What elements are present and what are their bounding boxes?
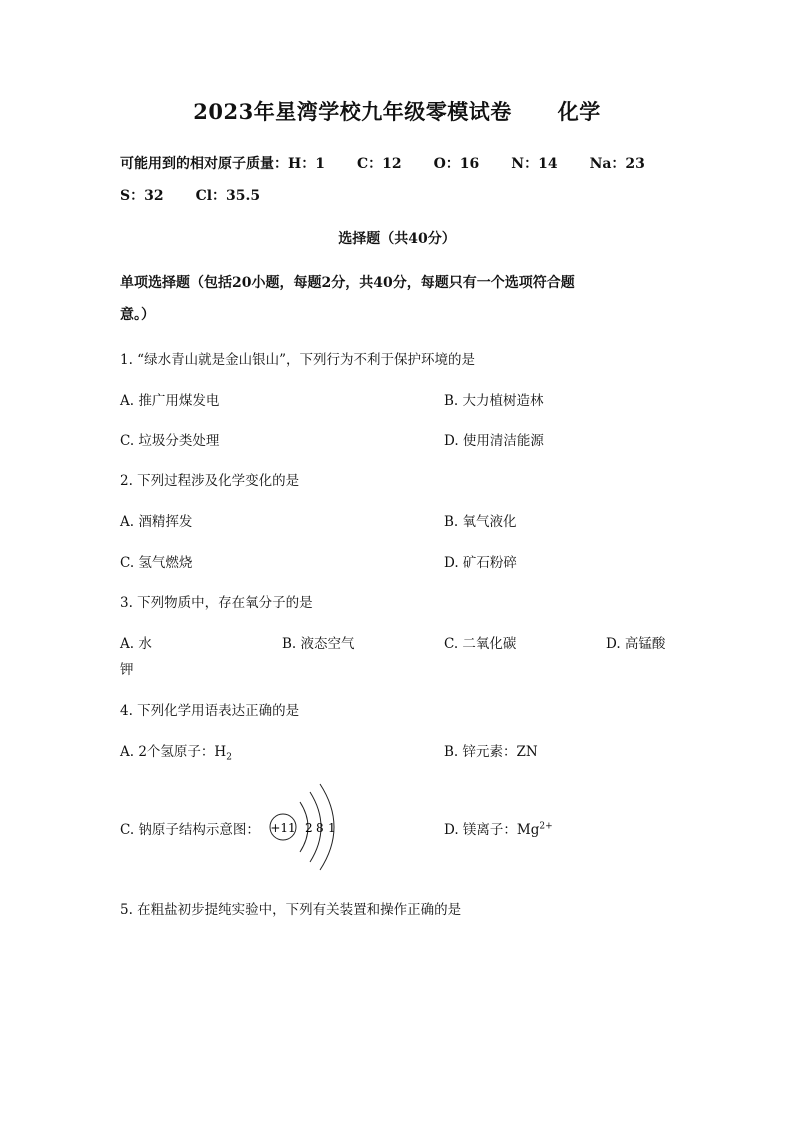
shell-3-electrons: 1 <box>328 821 336 835</box>
question-4-option-a <box>120 740 232 763</box>
mass-na: Na：23 <box>589 156 645 172</box>
mass-cl: Cl：35.5 <box>195 188 261 204</box>
mass-c: C：12 <box>356 156 402 172</box>
exam-title-text: 2023年星湾学校九年级零模试卷 <box>193 99 512 124</box>
question-4-option-b: B. 锌元素：ZN <box>444 744 538 760</box>
exam-title <box>0 96 794 126</box>
mass-s: S：32 <box>120 188 164 204</box>
sodium-atom-diagram <box>268 782 348 872</box>
exam-subject: 化学 <box>557 99 601 124</box>
atomic-masses-line-2 <box>120 185 260 205</box>
question-4-option-c: C. 钠原子结构示意图： <box>120 822 260 838</box>
question-1-option-d: D. 使用清洁能源 <box>444 433 544 449</box>
question-4-option-d <box>444 818 553 838</box>
question-3-option-a: A. 水 <box>120 636 152 652</box>
question-3-option-d: D. 高锰酸 <box>606 636 666 652</box>
question-3-option-c: C. 二氧化碳 <box>444 636 517 652</box>
nucleus-charge: +11 <box>270 821 296 835</box>
question-2-stem: 2. 下列过程涉及化学变化的是 <box>120 473 300 489</box>
question-4-stem: 4. 下列化学用语表达正确的是 <box>120 703 300 719</box>
mass-h: H：1 <box>288 156 325 172</box>
question-2-option-c: C. 氢气燃烧 <box>120 555 193 571</box>
mass-n: N：14 <box>511 156 558 172</box>
atomic-masses-label: 可能用到的相对原子质量： <box>120 156 288 172</box>
question-4-option-a-text: A. 2个氢原子：H <box>120 744 227 760</box>
question-4-option-d-text: D. 镁离子：Mg <box>444 822 540 838</box>
question-3-stem: 3. 下列物质中，存在氧分子的是 <box>120 595 313 611</box>
mass-o: O：16 <box>433 156 480 172</box>
question-2-option-b: B. 氧气液化 <box>444 514 517 530</box>
shell-2-electrons: 8 <box>316 821 324 835</box>
question-3-option-b: B. 液态空气 <box>282 636 355 652</box>
question-1-option-c: C. 垃圾分类处理 <box>120 433 220 449</box>
instruction-line-1: 单项选择题（包括20小题，每题2分，共40分，每题只有一个选项符合题 <box>120 275 575 291</box>
shell-1-electrons: 2 <box>305 821 313 835</box>
question-3-option-d-wrap: 钾 <box>120 662 134 678</box>
question-1-stem: 1. “绿水青山就是金山银山”，下列行为不利于保护环境的是 <box>120 352 475 368</box>
question-4-option-a-subscript: 2 <box>226 752 232 763</box>
question-2-option-d: D. 矿石粉碎 <box>444 555 517 571</box>
question-5-stem: 5. 在粗盐初步提纯实验中，下列有关装置和操作正确的是 <box>120 902 462 918</box>
question-4-option-d-superscript: 2+ <box>539 821 553 832</box>
instruction-line-2: 意。） <box>120 307 155 323</box>
section-heading: 选择题（共40分） <box>338 231 456 247</box>
question-2-option-a: A. 酒精挥发 <box>120 514 193 530</box>
question-1-option-b: B. 大力植树造林 <box>444 393 544 409</box>
atomic-masses-line-1 <box>120 153 645 173</box>
question-1-option-a: A. 推广用煤发电 <box>120 393 220 409</box>
